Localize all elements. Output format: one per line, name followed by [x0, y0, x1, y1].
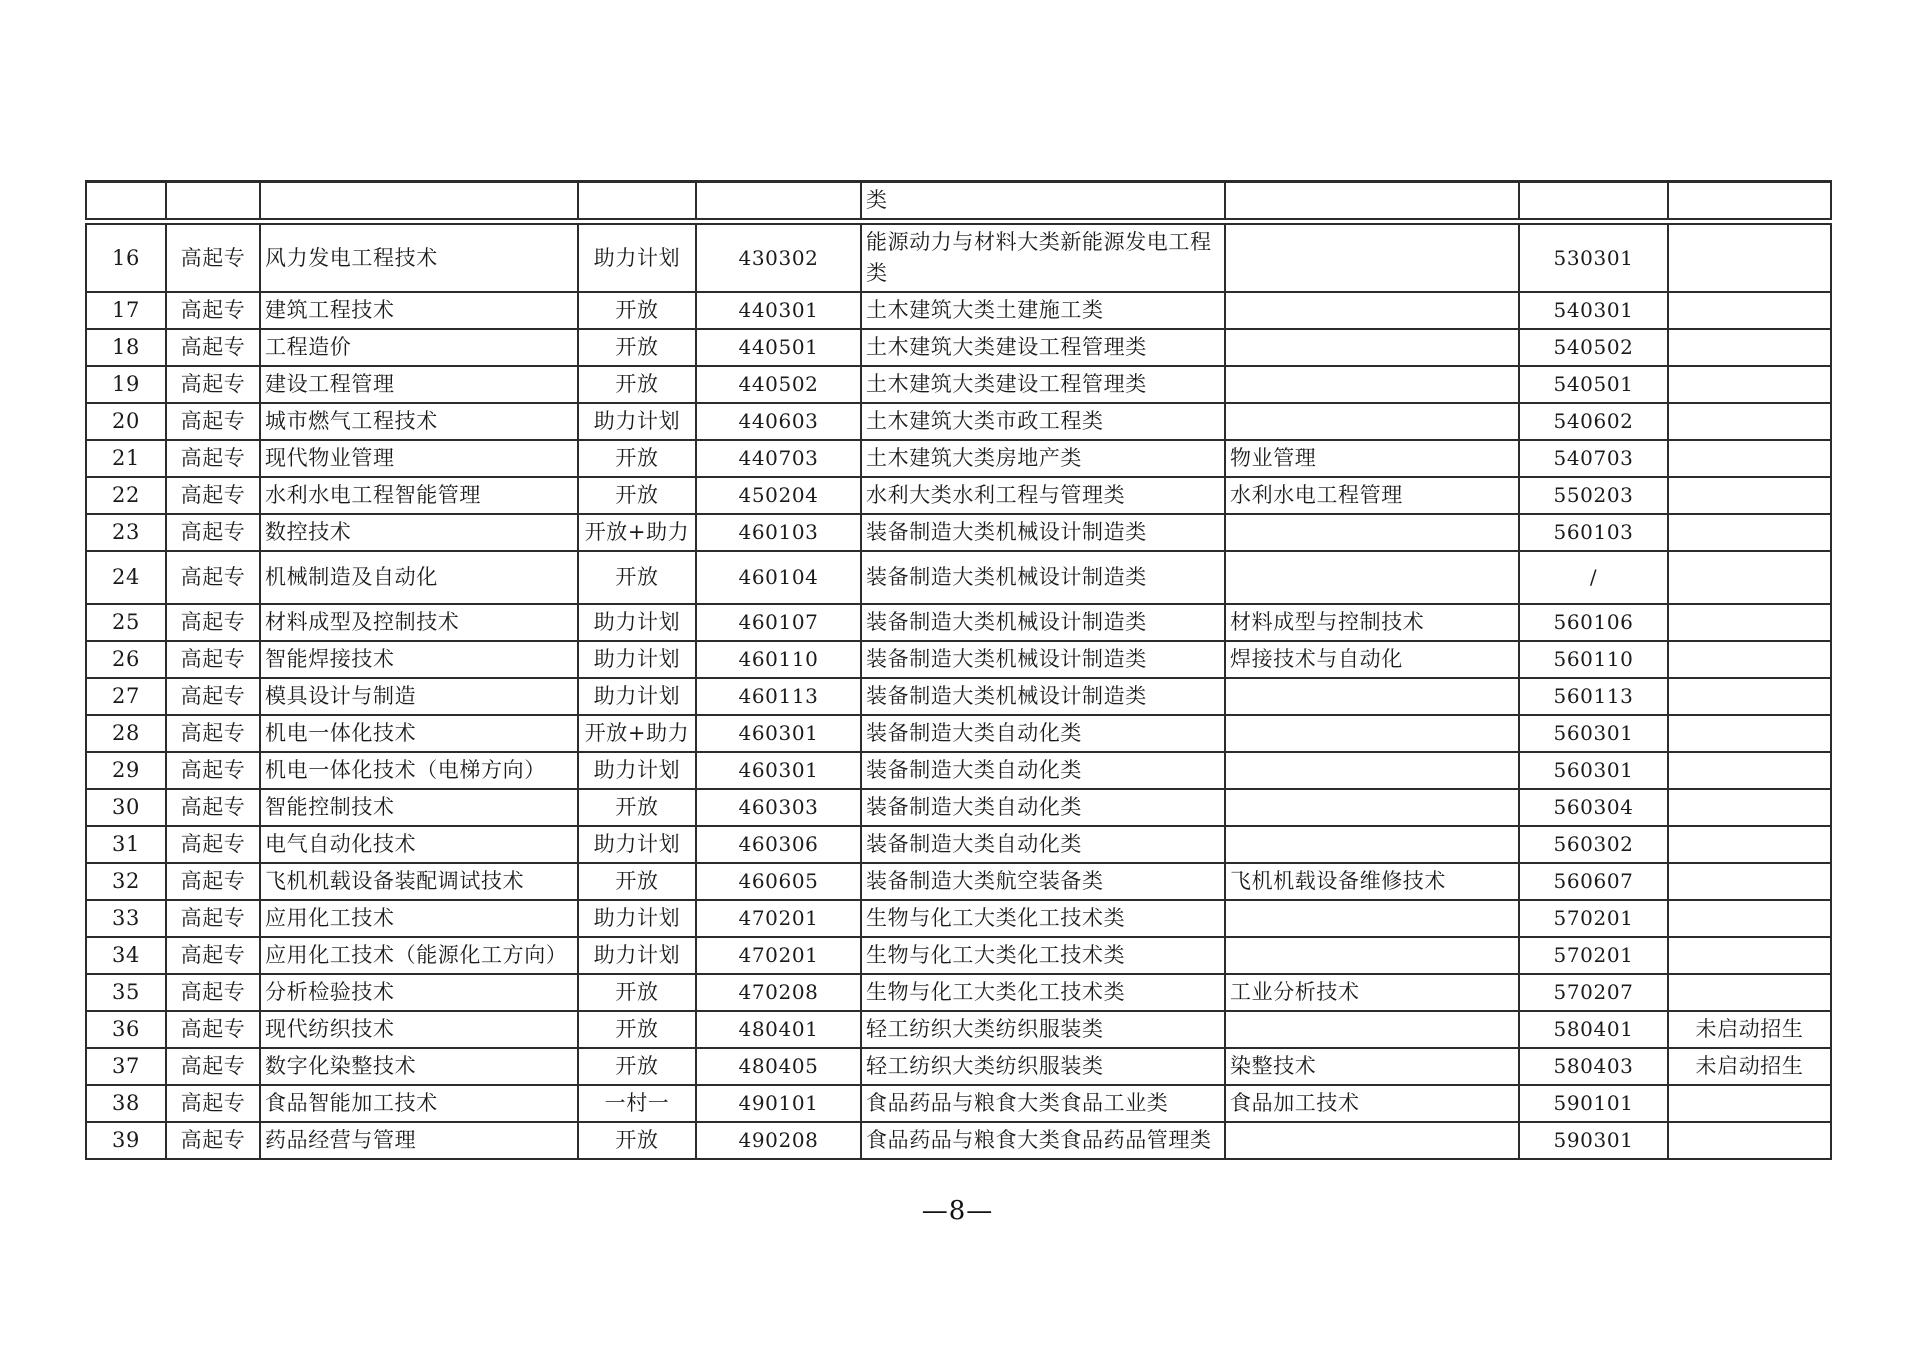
cell-remark: [1668, 366, 1831, 403]
cell-major-name: 电气自动化技术: [260, 826, 578, 863]
cell-major-code: 460605: [696, 863, 861, 900]
cell-remark: [1668, 551, 1831, 604]
cell-seq-number: 31: [86, 826, 166, 863]
cell-old-major-code: 540301: [1519, 292, 1668, 329]
cell-major-name: 工程造价: [260, 329, 578, 366]
cell-level: [166, 182, 260, 222]
cell-seq-number: 21: [86, 440, 166, 477]
cell-old-major-code: 540502: [1519, 329, 1668, 366]
cell-major-category: 食品药品与粮食大类食品工业类: [861, 1085, 1225, 1122]
cell-major-name: 应用化工技术（能源化工方向）: [260, 937, 578, 974]
cell-enroll-mode: 开放: [578, 366, 696, 403]
cell-enroll-mode: 开放: [578, 1122, 696, 1159]
cell-major-category: 装备制造大类自动化类: [861, 826, 1225, 863]
cell-major-category: 土木建筑大类房地产类: [861, 440, 1225, 477]
cell-major-code: 440301: [696, 292, 861, 329]
cell-major-code: 490208: [696, 1122, 861, 1159]
cell-remark: [1668, 329, 1831, 366]
cell-major-code: 460303: [696, 789, 861, 826]
cell-remark: [1668, 937, 1831, 974]
cell-major-code: 460104: [696, 551, 861, 604]
cell-old-major-name: 物业管理: [1225, 440, 1519, 477]
cell-major-name: 水利水电工程智能管理: [260, 477, 578, 514]
cell-level: 高起专: [166, 1048, 260, 1085]
cell-level: 高起专: [166, 329, 260, 366]
table-row: [86, 292, 1831, 329]
cell-major-category: 能源动力与材料大类新能源发电工程类: [861, 222, 1225, 293]
cell-seq-number: 20: [86, 403, 166, 440]
cell-old-major-name: 工业分析技术: [1225, 974, 1519, 1011]
table-row: [86, 678, 1831, 715]
cell-seq-number: 28: [86, 715, 166, 752]
cell-major-code: 460103: [696, 514, 861, 551]
cell-seq-number: 24: [86, 551, 166, 604]
cell-major-category: 土木建筑大类土建施工类: [861, 292, 1225, 329]
cell-seq-number: 39: [86, 1122, 166, 1159]
table-row: [86, 1085, 1831, 1122]
cell-enroll-mode: 开放: [578, 1011, 696, 1048]
table-row: [86, 604, 1831, 641]
cell-remark: [1668, 715, 1831, 752]
table-row: [86, 551, 1831, 604]
cell-enroll-mode: 助力计划: [578, 604, 696, 641]
cell-seq-number: 22: [86, 477, 166, 514]
table-row: [86, 366, 1831, 403]
table-row: [86, 900, 1831, 937]
cell-major-category: 轻工纺织大类纺织服装类: [861, 1048, 1225, 1085]
cell-enroll-mode: 开放: [578, 551, 696, 604]
cell-old-major-code: 570207: [1519, 974, 1668, 1011]
cell-major-category: 装备制造大类机械设计制造类: [861, 678, 1225, 715]
cell-major-name: 数控技术: [260, 514, 578, 551]
cell-seq-number: 19: [86, 366, 166, 403]
cell-enroll-mode: 助力计划: [578, 641, 696, 678]
cell-major-code: 440502: [696, 366, 861, 403]
table-row: [86, 752, 1831, 789]
table-row: [86, 182, 1831, 222]
cell-level: 高起专: [166, 641, 260, 678]
cell-major-name: [260, 182, 578, 222]
cell-major-name: 数字化染整技术: [260, 1048, 578, 1085]
cell-old-major-code: 560302: [1519, 826, 1668, 863]
cell-old-major-name: 水利水电工程管理: [1225, 477, 1519, 514]
cell-major-code: 430302: [696, 222, 861, 293]
cell-remark: [1668, 863, 1831, 900]
cell-seq-number: 37: [86, 1048, 166, 1085]
cell-old-major-name: [1225, 292, 1519, 329]
cell-major-category: 装备制造大类自动化类: [861, 789, 1225, 826]
cell-major-code: 460110: [696, 641, 861, 678]
cell-remark: [1668, 826, 1831, 863]
cell-remark: [1668, 1085, 1831, 1122]
cell-enroll-mode: 开放: [578, 974, 696, 1011]
cell-old-major-code: 560110: [1519, 641, 1668, 678]
table-row: [86, 789, 1831, 826]
cell-old-major-name: [1225, 789, 1519, 826]
cell-major-category: 装备制造大类机械设计制造类: [861, 551, 1225, 604]
cell-level: 高起专: [166, 863, 260, 900]
cell-major-code: 460113: [696, 678, 861, 715]
cell-enroll-mode: 开放+助力: [578, 715, 696, 752]
cell-major-name: 智能焊接技术: [260, 641, 578, 678]
cell-seq-number: 32: [86, 863, 166, 900]
cell-major-code: 460301: [696, 752, 861, 789]
cell-remark: [1668, 1122, 1831, 1159]
cell-remark: [1668, 182, 1831, 222]
cell-major-code: 460107: [696, 604, 861, 641]
cell-level: 高起专: [166, 715, 260, 752]
cell-remark: [1668, 292, 1831, 329]
cell-old-major-code: 580403: [1519, 1048, 1668, 1085]
cell-old-major-code: 560301: [1519, 752, 1668, 789]
cell-major-category: 生物与化工大类化工技术类: [861, 900, 1225, 937]
cell-level: 高起专: [166, 403, 260, 440]
cell-major-name: 模具设计与制造: [260, 678, 578, 715]
cell-level: 高起专: [166, 789, 260, 826]
cell-major-code: 440501: [696, 329, 861, 366]
cell-old-major-name: 材料成型与控制技术: [1225, 604, 1519, 641]
cell-major-name: 建筑工程技术: [260, 292, 578, 329]
cell-old-major-code: 580401: [1519, 1011, 1668, 1048]
cell-remark: [1668, 974, 1831, 1011]
cell-major-category: 土木建筑大类建设工程管理类: [861, 329, 1225, 366]
cell-old-major-code: 590101: [1519, 1085, 1668, 1122]
cell-major-name: 智能控制技术: [260, 789, 578, 826]
cell-old-major-name: [1225, 514, 1519, 551]
cell-old-major-code: 530301: [1519, 222, 1668, 293]
cell-old-major-code: 560113: [1519, 678, 1668, 715]
cell-enroll-mode: 开放: [578, 477, 696, 514]
cell-level: 高起专: [166, 900, 260, 937]
cell-major-category: 土木建筑大类建设工程管理类: [861, 366, 1225, 403]
cell-major-category: 类: [861, 182, 1225, 222]
table-row: [86, 440, 1831, 477]
cell-major-category: 装备制造大类航空装备类: [861, 863, 1225, 900]
cell-old-major-code: 560607: [1519, 863, 1668, 900]
cell-major-code: 490101: [696, 1085, 861, 1122]
cell-major-code: 460306: [696, 826, 861, 863]
cell-level: 高起专: [166, 826, 260, 863]
cell-level: 高起专: [166, 604, 260, 641]
cell-level: 高起专: [166, 937, 260, 974]
cell-old-major-name: 焊接技术与自动化: [1225, 641, 1519, 678]
cell-old-major-code: [1519, 182, 1668, 222]
cell-old-major-name: [1225, 752, 1519, 789]
cell-major-category: 水利大类水利工程与管理类: [861, 477, 1225, 514]
cell-major-name: 建设工程管理: [260, 366, 578, 403]
cell-enroll-mode: 开放: [578, 329, 696, 366]
cell-enroll-mode: 开放+助力: [578, 514, 696, 551]
cell-old-major-code: 560103: [1519, 514, 1668, 551]
cell-level: 高起专: [166, 1085, 260, 1122]
cell-old-major-code: /: [1519, 551, 1668, 604]
cell-level: 高起专: [166, 292, 260, 329]
cell-enroll-mode: 助力计划: [578, 403, 696, 440]
cell-major-name: 材料成型及控制技术: [260, 604, 578, 641]
cell-seq-number: [86, 182, 166, 222]
table-row: [86, 1048, 1831, 1085]
cell-major-code: 480405: [696, 1048, 861, 1085]
cell-level: 高起专: [166, 551, 260, 604]
cell-old-major-code: 570201: [1519, 900, 1668, 937]
cell-major-code: 470201: [696, 900, 861, 937]
cell-enroll-mode: 开放: [578, 440, 696, 477]
cell-enroll-mode: 助力计划: [578, 678, 696, 715]
cell-level: 高起专: [166, 678, 260, 715]
cell-old-major-name: [1225, 937, 1519, 974]
cell-enroll-mode: 开放: [578, 789, 696, 826]
cell-major-name: 应用化工技术: [260, 900, 578, 937]
table-row: [86, 222, 1831, 293]
enrollment-major-table: [85, 180, 1832, 1160]
cell-major-name: 机电一体化技术: [260, 715, 578, 752]
cell-old-major-name: 食品加工技术: [1225, 1085, 1519, 1122]
cell-level: 高起专: [166, 440, 260, 477]
cell-old-major-name: [1225, 1011, 1519, 1048]
cell-major-name: 风力发电工程技术: [260, 222, 578, 293]
cell-enroll-mode: 助力计划: [578, 826, 696, 863]
cell-old-major-code: 560301: [1519, 715, 1668, 752]
cell-old-major-name: [1225, 900, 1519, 937]
cell-major-category: 装备制造大类自动化类: [861, 715, 1225, 752]
cell-major-category: 生物与化工大类化工技术类: [861, 974, 1225, 1011]
cell-seq-number: 35: [86, 974, 166, 1011]
cell-major-category: 装备制造大类机械设计制造类: [861, 604, 1225, 641]
cell-seq-number: 34: [86, 937, 166, 974]
table-row: [86, 403, 1831, 440]
cell-major-code: 440603: [696, 403, 861, 440]
cell-old-major-name: [1225, 551, 1519, 604]
cell-seq-number: 36: [86, 1011, 166, 1048]
cell-major-name: 现代物业管理: [260, 440, 578, 477]
cell-major-code: 440703: [696, 440, 861, 477]
cell-seq-number: 18: [86, 329, 166, 366]
cell-seq-number: 26: [86, 641, 166, 678]
table-row: [86, 974, 1831, 1011]
cell-old-major-name: [1225, 678, 1519, 715]
cell-remark: [1668, 514, 1831, 551]
cell-enroll-mode: 开放: [578, 1048, 696, 1085]
cell-remark: 未启动招生: [1668, 1011, 1831, 1048]
cell-old-major-name: [1225, 222, 1519, 293]
table-row: [86, 514, 1831, 551]
cell-major-category: 装备制造大类机械设计制造类: [861, 514, 1225, 551]
cell-enroll-mode: 助力计划: [578, 752, 696, 789]
cell-major-code: [696, 182, 861, 222]
cell-major-name: 分析检验技术: [260, 974, 578, 1011]
table-row: [86, 1011, 1831, 1048]
table-row: [86, 1122, 1831, 1159]
cell-major-code: 450204: [696, 477, 861, 514]
cell-old-major-name: [1225, 715, 1519, 752]
cell-enroll-mode: 助力计划: [578, 937, 696, 974]
table-row: [86, 329, 1831, 366]
table-row: [86, 937, 1831, 974]
cell-remark: [1668, 752, 1831, 789]
cell-remark: [1668, 641, 1831, 678]
table-row: [86, 641, 1831, 678]
table-row: [86, 477, 1831, 514]
cell-remark: [1668, 222, 1831, 293]
page-number: —8—: [921, 1196, 994, 1226]
cell-seq-number: 17: [86, 292, 166, 329]
cell-level: 高起专: [166, 366, 260, 403]
cell-level: 高起专: [166, 477, 260, 514]
table-row: [86, 826, 1831, 863]
cell-old-major-name: 染整技术: [1225, 1048, 1519, 1085]
cell-level: 高起专: [166, 1011, 260, 1048]
cell-old-major-code: 590301: [1519, 1122, 1668, 1159]
cell-enroll-mode: 开放: [578, 863, 696, 900]
cell-old-major-code: 540602: [1519, 403, 1668, 440]
cell-remark: [1668, 477, 1831, 514]
cell-major-name: 机电一体化技术（电梯方向）: [260, 752, 578, 789]
cell-major-code: 460301: [696, 715, 861, 752]
cell-old-major-code: 550203: [1519, 477, 1668, 514]
cell-major-category: 装备制造大类机械设计制造类: [861, 641, 1225, 678]
cell-major-name: 药品经营与管理: [260, 1122, 578, 1159]
cell-level: 高起专: [166, 222, 260, 293]
cell-old-major-name: [1225, 403, 1519, 440]
cell-old-major-code: 540501: [1519, 366, 1668, 403]
table-row: [86, 715, 1831, 752]
cell-seq-number: 29: [86, 752, 166, 789]
cell-major-name: 食品智能加工技术: [260, 1085, 578, 1122]
cell-old-major-name: [1225, 182, 1519, 222]
cell-major-name: 机械制造及自动化: [260, 551, 578, 604]
cell-enroll-mode: 一村一: [578, 1085, 696, 1122]
cell-remark: [1668, 678, 1831, 715]
cell-level: 高起专: [166, 1122, 260, 1159]
cell-remark: [1668, 604, 1831, 641]
cell-seq-number: 30: [86, 789, 166, 826]
cell-old-major-name: [1225, 329, 1519, 366]
cell-seq-number: 23: [86, 514, 166, 551]
cell-major-category: 生物与化工大类化工技术类: [861, 937, 1225, 974]
cell-enroll-mode: 助力计划: [578, 222, 696, 293]
cell-major-category: 土木建筑大类市政工程类: [861, 403, 1225, 440]
cell-remark: [1668, 403, 1831, 440]
cell-seq-number: 27: [86, 678, 166, 715]
cell-old-major-code: 570201: [1519, 937, 1668, 974]
cell-major-category: 装备制造大类自动化类: [861, 752, 1225, 789]
cell-remark: [1668, 440, 1831, 477]
cell-old-major-name: 飞机机载设备维修技术: [1225, 863, 1519, 900]
cell-old-major-name: [1225, 1122, 1519, 1159]
cell-major-category: 轻工纺织大类纺织服装类: [861, 1011, 1225, 1048]
cell-level: 高起专: [166, 974, 260, 1011]
cell-major-category: 食品药品与粮食大类食品药品管理类: [861, 1122, 1225, 1159]
cell-major-code: 470201: [696, 937, 861, 974]
cell-old-major-code: 560304: [1519, 789, 1668, 826]
table-row: [86, 863, 1831, 900]
cell-old-major-code: 560106: [1519, 604, 1668, 641]
cell-level: 高起专: [166, 752, 260, 789]
cell-seq-number: 38: [86, 1085, 166, 1122]
cell-major-code: 470208: [696, 974, 861, 1011]
cell-level: 高起专: [166, 514, 260, 551]
cell-old-major-name: [1225, 826, 1519, 863]
cell-enroll-mode: [578, 182, 696, 222]
cell-remark: 未启动招生: [1668, 1048, 1831, 1085]
cell-major-name: 现代纺织技术: [260, 1011, 578, 1048]
cell-seq-number: 25: [86, 604, 166, 641]
cell-enroll-mode: 开放: [578, 292, 696, 329]
cell-seq-number: 16: [86, 222, 166, 293]
cell-enroll-mode: 助力计划: [578, 900, 696, 937]
cell-remark: [1668, 789, 1831, 826]
cell-old-major-code: 540703: [1519, 440, 1668, 477]
cell-remark: [1668, 900, 1831, 937]
cell-major-code: 480401: [696, 1011, 861, 1048]
cell-old-major-name: [1225, 366, 1519, 403]
cell-seq-number: 33: [86, 900, 166, 937]
cell-major-name: 城市燃气工程技术: [260, 403, 578, 440]
cell-major-name: 飞机机载设备装配调试技术: [260, 863, 578, 900]
